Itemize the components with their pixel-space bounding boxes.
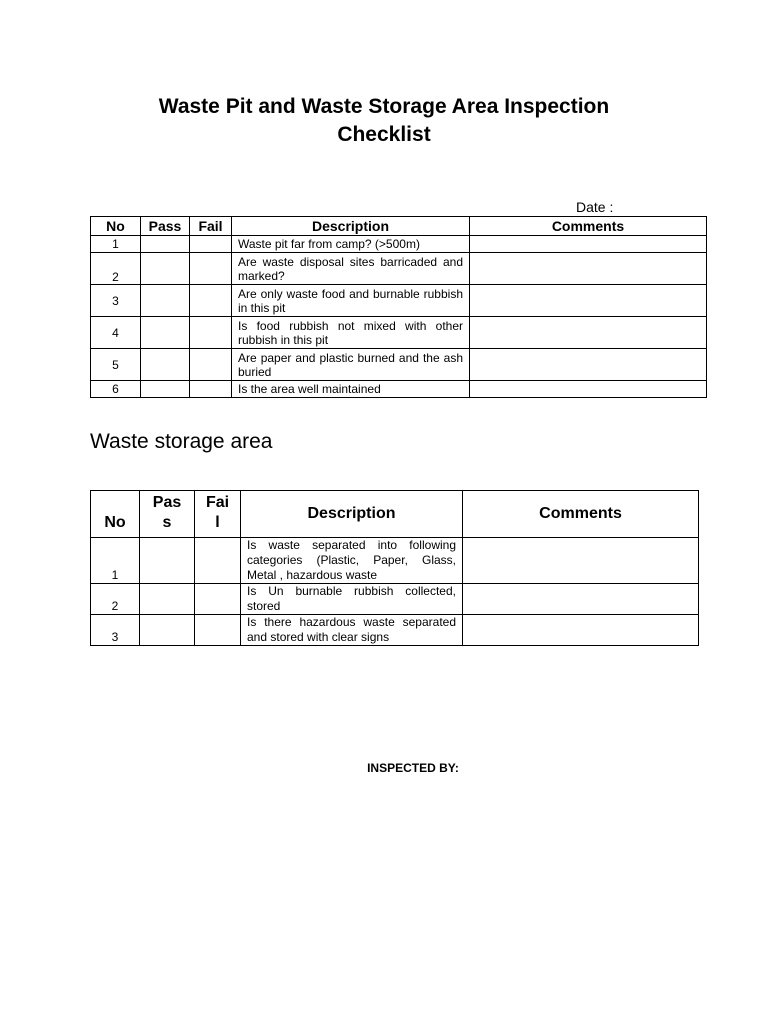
table-row (91, 317, 707, 349)
pass-cell[interactable] (140, 584, 195, 615)
table-row (91, 381, 707, 398)
comments-cell[interactable] (463, 538, 699, 584)
header-description: Description (241, 491, 463, 538)
table-row (91, 285, 707, 317)
comments-cell[interactable] (463, 584, 699, 615)
comments-cell[interactable] (470, 349, 707, 381)
header-fail: Fail (190, 217, 232, 236)
row-description: Is the area well maintained (232, 381, 470, 398)
page-title-line-2: Checklist (337, 123, 431, 146)
pass-cell[interactable] (140, 615, 195, 646)
header-comments: Comments (463, 491, 699, 538)
comments-cell[interactable] (470, 381, 707, 398)
header-comments: Comments (470, 217, 707, 236)
header-no: No (91, 491, 140, 538)
row-description: Waste pit far from camp? (>500m) (232, 236, 470, 253)
row-no: 2 (91, 253, 141, 285)
table-row (91, 253, 707, 285)
pass-cell[interactable] (141, 381, 190, 398)
row-description: Is food rubbish not mixed with other rubbish in this pit (232, 317, 470, 349)
row-no: 1 (91, 236, 141, 253)
section-heading-waste-storage: Waste storage area (90, 430, 273, 453)
fail-cell[interactable] (195, 615, 241, 646)
fail-cell[interactable] (190, 285, 232, 317)
row-no: 1 (91, 538, 140, 584)
comments-cell[interactable] (470, 317, 707, 349)
pass-cell[interactable] (141, 349, 190, 381)
pass-cell[interactable] (141, 317, 190, 349)
row-description: Are waste disposal sites barricaded and marked? (232, 253, 470, 285)
row-no: 3 (91, 285, 141, 317)
row-no: 4 (91, 317, 141, 349)
row-no: 6 (91, 381, 141, 398)
comments-cell[interactable] (470, 236, 707, 253)
row-description: Is waste separated into following categories (Plastic, Paper, Glass, Metal , hazardous waste (241, 538, 463, 584)
pass-cell[interactable] (141, 285, 190, 317)
table-row (91, 349, 707, 381)
comments-cell[interactable] (470, 285, 707, 317)
header-pass: Pass (141, 217, 190, 236)
pass-cell[interactable] (141, 253, 190, 285)
date-label: Date : (576, 199, 614, 215)
comments-cell[interactable] (470, 253, 707, 285)
fail-cell[interactable] (190, 253, 232, 285)
row-description: Is Un burnable rubbish collected, stored (241, 584, 463, 615)
fail-cell[interactable] (190, 349, 232, 381)
row-description: Is there hazardous waste separated and stored with clear signs (241, 615, 463, 646)
header-pass: Pass (140, 491, 195, 538)
fail-cell[interactable] (195, 538, 241, 584)
fail-cell[interactable] (190, 381, 232, 398)
header-description: Description (232, 217, 470, 236)
row-description: Are only waste food and burnable rubbish in this pit (232, 285, 470, 317)
pass-cell[interactable] (140, 538, 195, 584)
header-fail: Fail (195, 491, 241, 538)
row-no: 3 (91, 615, 140, 646)
row-no: 5 (91, 349, 141, 381)
pass-cell[interactable] (141, 236, 190, 253)
table-row (91, 538, 699, 584)
table-header-row (91, 217, 707, 236)
table-row (91, 615, 699, 646)
fail-cell[interactable] (195, 584, 241, 615)
fail-cell[interactable] (190, 236, 232, 253)
table-row (91, 236, 707, 253)
table-header-row (91, 491, 699, 538)
row-description: Are paper and plastic burned and the ash buried (232, 349, 470, 381)
inspected-by-label: INSPECTED BY: (367, 761, 459, 775)
table-row (91, 584, 699, 615)
comments-cell[interactable] (463, 615, 699, 646)
header-no: No (91, 217, 141, 236)
page-title (60, 93, 708, 149)
row-no: 2 (91, 584, 140, 615)
page-title-line-1: Waste Pit and Waste Storage Area Inspection (158, 95, 610, 118)
waste-storage-checklist-table (90, 490, 699, 646)
waste-pit-checklist-table (90, 216, 707, 398)
fail-cell[interactable] (190, 317, 232, 349)
